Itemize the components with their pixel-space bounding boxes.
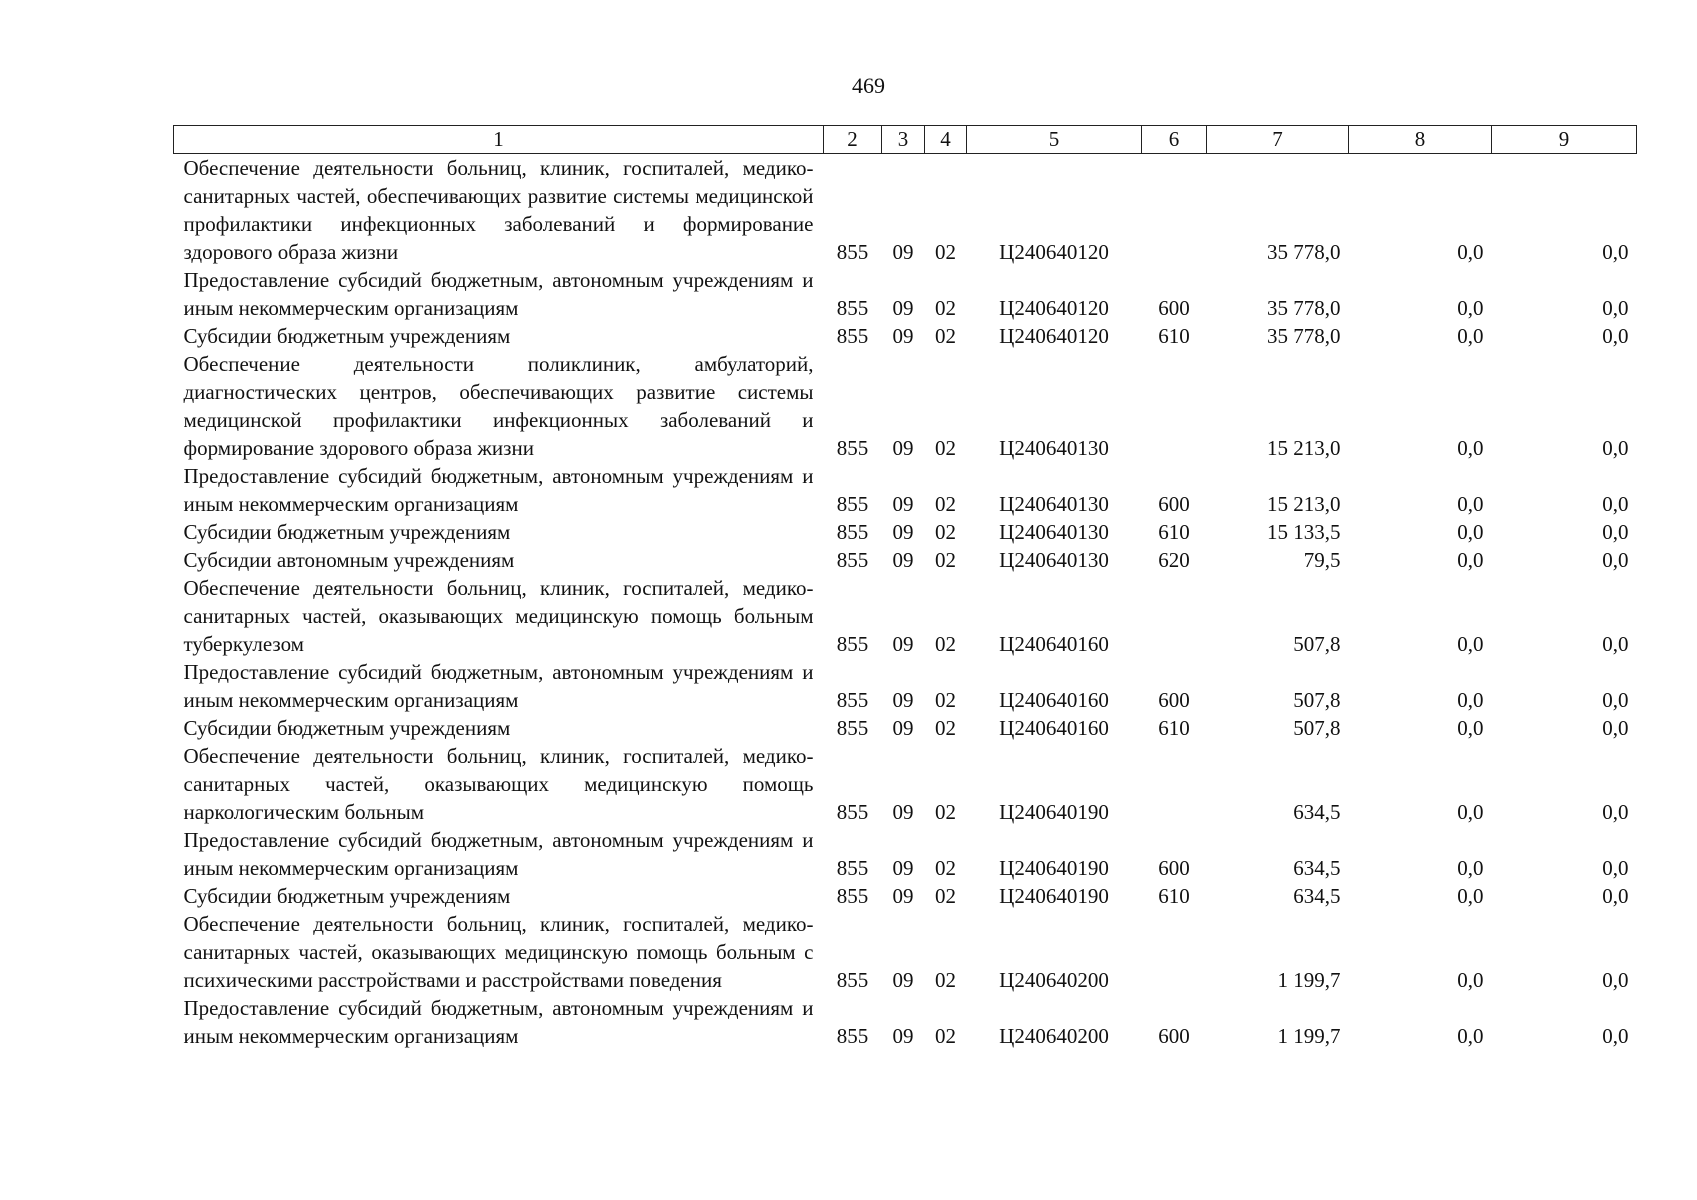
row-col-4: 02: [935, 632, 956, 656]
row-col-8: 0,0: [1457, 324, 1484, 348]
row-col-6: [1142, 350, 1207, 462]
row-col-2: 855: [836, 688, 869, 712]
row-col-5: Ц240640120: [999, 296, 1109, 320]
row-name: Предоставление субсидий бюджетным, автономным учреждениям и иным некоммерческим организациям: [183, 464, 814, 516]
row-col-5: Ц240640130: [999, 548, 1109, 572]
row-name: Субсидии автономным учреждениям: [183, 548, 515, 572]
table-body: [174, 154, 1637, 1051]
row-col-8: 0,0: [1457, 296, 1484, 320]
row-col-7: 634,5: [1293, 800, 1341, 824]
row-col-4: 02: [935, 968, 956, 992]
budget-table: [173, 125, 1637, 1050]
row-col-9: 0,0: [1602, 800, 1629, 824]
header-col-4: 4: [925, 126, 967, 154]
row-col-4: 02: [935, 548, 956, 572]
header-col-6: 6: [1142, 126, 1207, 154]
row-col-6: 600: [1158, 688, 1190, 712]
row-col-6: 600: [1158, 856, 1190, 880]
row-col-5: Ц240640130: [999, 436, 1109, 460]
row-col-9: 0,0: [1602, 296, 1629, 320]
row-col-8: 0,0: [1457, 688, 1484, 712]
table-row: [174, 266, 1637, 322]
row-col-7: 35 778,0: [1267, 324, 1341, 348]
row-col-2: 855: [836, 884, 869, 908]
header-col-9: 9: [1492, 126, 1637, 154]
row-col-6: [1142, 910, 1207, 994]
header-col-2: 2: [824, 126, 882, 154]
row-col-2: 855: [836, 716, 869, 740]
row-col-4: 02: [935, 716, 956, 740]
table-row: [174, 658, 1637, 714]
row-name: Предоставление субсидий бюджетным, автономным учреждениям и иным некоммерческим организациям: [183, 660, 814, 712]
row-col-9: 0,0: [1602, 856, 1629, 880]
row-col-8: 0,0: [1457, 548, 1484, 572]
row-col-5: Ц240640190: [999, 800, 1109, 824]
row-col-6: 610: [1158, 324, 1190, 348]
row-col-2: 855: [836, 240, 869, 264]
row-col-6: [1142, 574, 1207, 658]
budget-table-container: [173, 125, 1636, 1050]
row-col-4: 02: [935, 240, 956, 264]
row-col-2: 855: [836, 492, 869, 516]
row-name: Субсидии бюджетным учреждениям: [183, 884, 511, 908]
row-col-5: Ц240640130: [999, 492, 1109, 516]
row-name: Обеспечение деятельности больниц, клиник, госпиталей, медико-санитарных частей, обеспечивающих развитие системы медицинской профилактики инфекционных заболеваний и формирование здорового образа жизни: [183, 156, 814, 264]
row-col-6: [1142, 154, 1207, 267]
table-row: [174, 882, 1637, 910]
row-col-6: 600: [1158, 1024, 1190, 1048]
row-col-6: 610: [1158, 884, 1190, 908]
row-col-6: [1142, 742, 1207, 826]
row-col-5: Ц240640120: [999, 324, 1109, 348]
row-col-7: 507,8: [1293, 632, 1341, 656]
row-col-2: 855: [836, 436, 869, 460]
row-col-3: 09: [892, 856, 914, 880]
row-name: Предоставление субсидий бюджетным, автономным учреждениям и иным некоммерческим организациям: [183, 268, 814, 320]
header-col-7: 7: [1207, 126, 1349, 154]
row-col-3: 09: [892, 296, 914, 320]
table-row: [174, 574, 1637, 658]
row-col-4: 02: [935, 856, 956, 880]
row-col-9: 0,0: [1602, 968, 1629, 992]
row-name: Обеспечение деятельности больниц, клиник, госпиталей, медико-санитарных частей, оказывающих медицинскую помощь наркологическим больным: [183, 744, 814, 824]
table-row: [174, 742, 1637, 826]
row-col-9: 0,0: [1602, 884, 1629, 908]
row-name: Предоставление субсидий бюджетным, автономным учреждениям и иным некоммерческим организациям: [183, 828, 814, 880]
row-col-9: 0,0: [1602, 240, 1629, 264]
row-col-2: 855: [836, 632, 869, 656]
row-col-9: 0,0: [1602, 520, 1629, 544]
row-col-7: 507,8: [1293, 688, 1341, 712]
row-col-3: 09: [892, 492, 914, 516]
row-name: Предоставление субсидий бюджетным, автономным учреждениям и иным некоммерческим организациям: [183, 996, 814, 1048]
row-col-5: Ц240640160: [999, 688, 1109, 712]
row-col-7: 79,5: [1303, 548, 1341, 572]
row-col-9: 0,0: [1602, 716, 1629, 740]
row-col-7: 15 133,5: [1267, 520, 1341, 544]
row-col-3: 09: [892, 688, 914, 712]
row-col-7: 507,8: [1293, 716, 1341, 740]
row-col-5: Ц240640190: [999, 856, 1109, 880]
table-row: [174, 350, 1637, 462]
row-col-9: 0,0: [1602, 436, 1629, 460]
row-col-8: 0,0: [1457, 492, 1484, 516]
row-col-4: 02: [935, 800, 956, 824]
row-col-3: 09: [892, 520, 914, 544]
row-name: Обеспечение деятельности больниц, клиник, госпиталей, медико-санитарных частей, оказывающих медицинскую помощь больным туберкулезом: [183, 576, 814, 656]
row-col-8: 0,0: [1457, 800, 1484, 824]
table-row: [174, 546, 1637, 574]
row-col-5: Ц240640130: [999, 520, 1109, 544]
row-col-5: Ц240640200: [999, 1024, 1109, 1048]
row-col-8: 0,0: [1457, 856, 1484, 880]
row-col-9: 0,0: [1602, 632, 1629, 656]
row-col-2: 855: [836, 324, 869, 348]
row-col-4: 02: [935, 884, 956, 908]
row-col-8: 0,0: [1457, 884, 1484, 908]
row-col-2: 855: [836, 1024, 869, 1048]
row-col-4: 02: [935, 296, 956, 320]
row-col-7: 1 199,7: [1277, 1024, 1341, 1048]
row-col-3: 09: [892, 884, 914, 908]
row-col-3: 09: [892, 436, 914, 460]
row-col-5: Ц240640190: [999, 884, 1109, 908]
row-name: Субсидии бюджетным учреждениям: [183, 716, 511, 740]
row-col-2: 855: [836, 548, 869, 572]
row-col-4: 02: [935, 436, 956, 460]
row-col-3: 09: [892, 716, 914, 740]
row-col-7: 1 199,7: [1277, 968, 1341, 992]
row-col-9: 0,0: [1602, 548, 1629, 572]
row-col-5: Ц240640160: [999, 716, 1109, 740]
row-col-5: Ц240640200: [999, 968, 1109, 992]
row-col-9: 0,0: [1602, 492, 1629, 516]
row-col-3: 09: [892, 632, 914, 656]
row-col-7: 634,5: [1293, 856, 1341, 880]
row-col-6: 610: [1158, 716, 1190, 740]
row-col-4: 02: [935, 492, 956, 516]
row-col-3: 09: [892, 800, 914, 824]
row-col-8: 0,0: [1457, 1024, 1484, 1048]
table-row: [174, 714, 1637, 742]
row-col-2: 855: [836, 968, 869, 992]
row-col-3: 09: [892, 548, 914, 572]
row-col-3: 09: [892, 1024, 914, 1048]
row-col-4: 02: [935, 520, 956, 544]
row-col-8: 0,0: [1457, 968, 1484, 992]
table-row: [174, 154, 1637, 267]
row-col-3: 09: [892, 324, 914, 348]
header-col-8: 8: [1349, 126, 1492, 154]
row-col-5: Ц240640120: [999, 240, 1109, 264]
row-col-2: 855: [836, 856, 869, 880]
header-col-1: 1: [174, 126, 824, 154]
table-row: [174, 518, 1637, 546]
header-col-3: 3: [882, 126, 925, 154]
row-col-7: 15 213,0: [1267, 492, 1341, 516]
row-col-6: 600: [1158, 492, 1190, 516]
row-col-8: 0,0: [1457, 632, 1484, 656]
row-name: Субсидии бюджетным учреждениям: [183, 324, 511, 348]
row-col-7: 35 778,0: [1267, 296, 1341, 320]
page-number: 469: [852, 73, 885, 98]
row-name: Обеспечение деятельности больниц, клиник, госпиталей, медико-санитарных частей, оказывающих медицинскую помощь больным с психическими расстройствами и расстройствами поведения: [183, 912, 814, 992]
row-name: Обеспечение деятельности поликлиник, амбулаторий, диагностических центров, обеспечивающих развитие системы медицинской профилактики инфекционных заболеваний и формирование здорового образа жизни: [183, 352, 814, 460]
header-row: [174, 126, 1637, 154]
row-col-9: 0,0: [1602, 324, 1629, 348]
table-row: [174, 322, 1637, 350]
row-col-6: 610: [1158, 520, 1190, 544]
table-row: [174, 994, 1637, 1050]
header-col-5: 5: [967, 126, 1142, 154]
row-col-9: 0,0: [1602, 688, 1629, 712]
row-col-8: 0,0: [1457, 436, 1484, 460]
row-col-7: 35 778,0: [1267, 240, 1341, 264]
row-col-3: 09: [892, 240, 914, 264]
row-col-4: 02: [935, 324, 956, 348]
row-col-2: 855: [836, 296, 869, 320]
table-row: [174, 826, 1637, 882]
table-row: [174, 462, 1637, 518]
row-col-9: 0,0: [1602, 1024, 1629, 1048]
row-col-2: 855: [836, 800, 869, 824]
row-col-8: 0,0: [1457, 520, 1484, 544]
row-col-4: 02: [935, 1024, 956, 1048]
row-col-8: 0,0: [1457, 240, 1484, 264]
row-col-7: 15 213,0: [1267, 436, 1341, 460]
row-col-4: 02: [935, 688, 956, 712]
row-col-3: 09: [892, 968, 914, 992]
row-col-2: 855: [836, 520, 869, 544]
table-row: [174, 910, 1637, 994]
row-col-8: 0,0: [1457, 716, 1484, 740]
row-col-5: Ц240640160: [999, 632, 1109, 656]
table-header: [174, 126, 1637, 154]
row-name: Субсидии бюджетным учреждениям: [183, 520, 511, 544]
row-col-7: 634,5: [1293, 884, 1341, 908]
row-col-6: 620: [1158, 548, 1190, 572]
row-col-6: 600: [1158, 296, 1190, 320]
